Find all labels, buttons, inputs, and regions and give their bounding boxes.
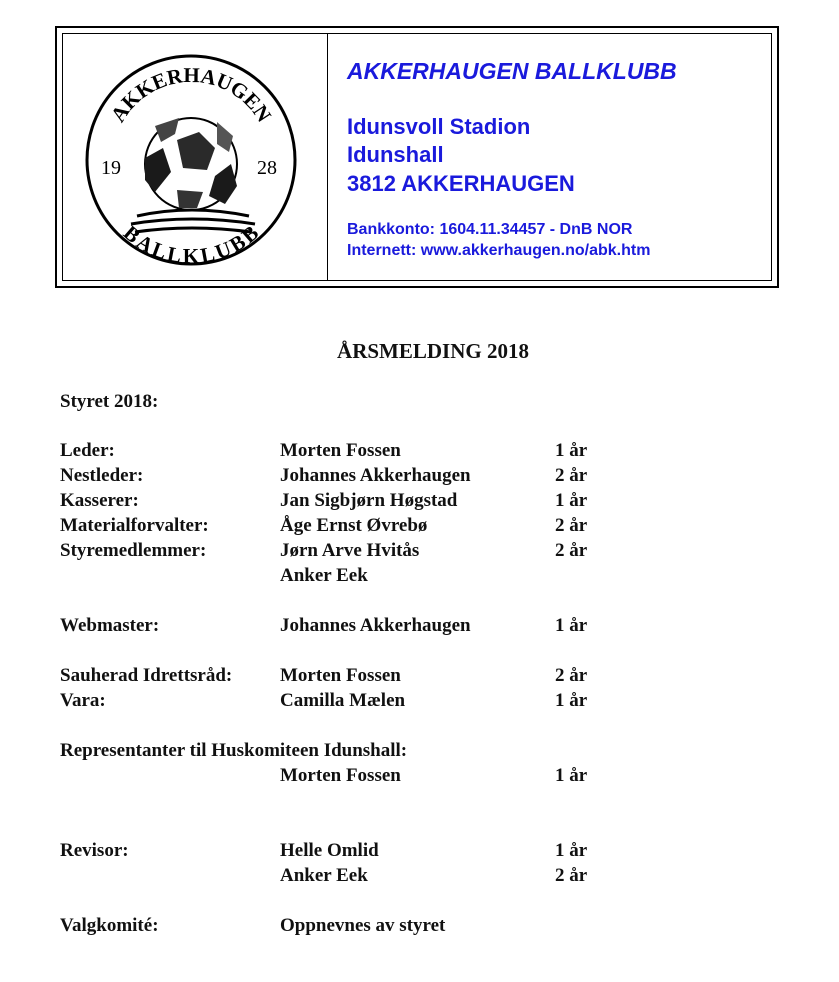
row-name: Morten Fossen [280,440,401,461]
logo-arc-top-text: AKKERHAUGEN [105,62,277,127]
document-title: ÅRSMELDING 2018 [337,339,529,363]
row-name: Johannes Akkerhaugen [280,465,471,486]
letterhead-inner-frame [62,33,772,281]
row-name: Anker Eek [280,865,368,886]
row-role: Revisor: [60,840,129,861]
logo-year-right: 28 [257,157,277,179]
row-term: 2 år [555,865,588,886]
row-role: Materialforvalter: [60,515,209,536]
row-role: Valgkomité: [60,915,159,936]
row-term: 1 år [555,615,588,636]
row-name: Anker Eek [280,565,368,586]
row-term: 2 år [555,665,588,686]
row-name: Johannes Akkerhaugen [280,615,471,636]
row-term: 2 år [555,465,588,486]
row-name: Morten Fossen [280,665,401,686]
row-role: Vara: [60,690,106,711]
row-role: Nestleder: [60,465,144,486]
logo-cell [63,34,328,280]
row-role: Sauherad Idrettsråd: [60,665,233,686]
website: Internett: www.akkerhaugen.no/abk.htm [347,242,651,259]
row-name: Jørn Arve Hvitås [280,540,420,561]
row-name: Morten Fossen [280,765,401,786]
row-role: Leder: [60,440,115,461]
row-name: Helle Omlid [280,840,379,861]
row-term: 1 år [555,490,588,511]
address-line-2: Idunshall [347,142,444,167]
row-name: Jan Sigbjørn Høgstad [280,490,458,511]
address-line-1: Idunsvoll Stadion [347,114,531,139]
row-term: 1 år [555,440,588,461]
row-role: Representanter til Huskomiteen Idunshall: [60,740,408,761]
club-name: AKKERHAUGEN BALLKLUBB [347,58,677,84]
club-logo [79,48,303,272]
board-heading: Styret 2018: [60,391,159,412]
letterhead [55,26,779,288]
logo-arc-bottom-text: BALLKLUBB [118,220,264,269]
row-term: 1 år [555,690,588,711]
bank-account: Bankkonto: 1604.11.34457 - DnB NOR [347,221,633,238]
row-role: Kasserer: [60,490,139,511]
row-role: Styremedlemmer: [60,540,207,561]
row-role: Webmaster: [60,615,160,636]
logo-year-left: 19 [101,157,121,179]
row-term: 1 år [555,840,588,861]
address-line-3: 3812 AKKERHAUGEN [347,171,575,196]
football-icon [145,118,237,210]
row-name: Åge Ernst Øvrebø [280,515,428,536]
row-name: Oppnevnes av styret [280,915,446,936]
row-term: 2 år [555,515,588,536]
row-term: 2 år [555,540,588,561]
row-name: Camilla Mælen [280,690,406,711]
logo-ground-lines [131,210,255,232]
row-term: 1 år [555,765,588,786]
